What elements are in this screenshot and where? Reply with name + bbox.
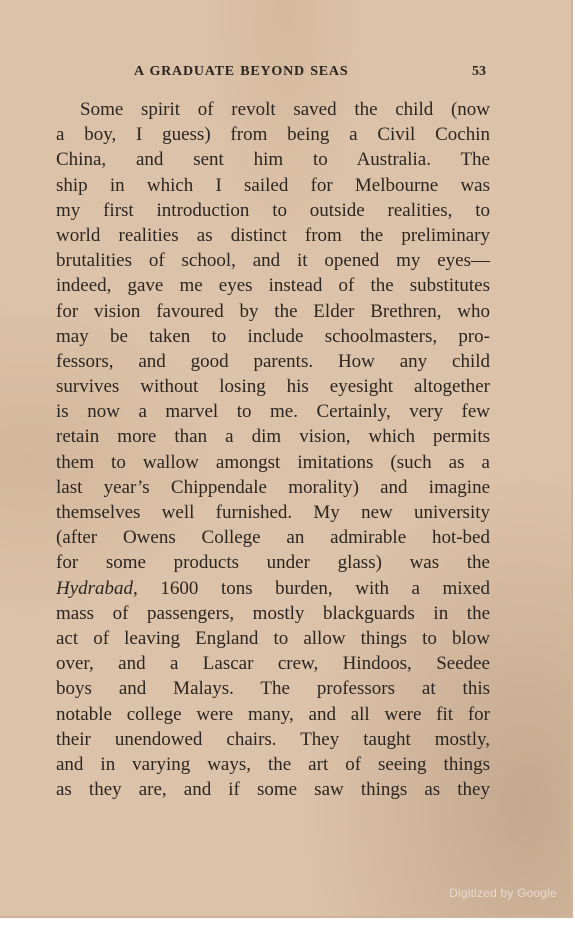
text-line: world realities as distinct from the preliminary [56,224,490,246]
text-line: themselves well furnished. My new university [56,502,490,523]
running-title: A GRADUATE BEYOND SEAS [134,64,349,79]
running-head [134,64,486,86]
text-line: retain more than a dim vision, which permits [56,426,490,448]
text-line: for vision favoured by the Elder Brethren, who [56,300,490,322]
text-line: them to wallow amongst imitations (such as a [56,451,490,473]
text-line: (after Owens College an admirable hot-bed [56,527,490,549]
text-line: survives without losing his eyesight altogether [56,376,490,398]
text-line: may be taken to include schoolmasters, pro- [56,325,490,347]
digitization-watermark: Digitized by Google [449,886,557,900]
text-line: their unendowed chairs. They taught mostly, [56,728,490,750]
text-line: and in varying ways, the art of seeing things [56,753,490,775]
page-number: 53 [472,64,486,79]
text-line: mass of passengers, mostly blackguards in the [56,602,490,624]
text-line-rest: tons burden, with a mixed [220,577,491,599]
text-line: for some products under glass) was the [56,552,490,574]
text-line: is now a marvel to me. Certainly, very few [56,401,490,423]
text-line: boys and Malays. The professors at this [56,678,490,700]
text-line-ship [56,576,490,601]
text-line: brutalities of school, and it opened my eyes— [56,250,490,272]
text-line: as they are, and if some saw things as they [56,779,490,801]
text-line: act of leaving England to allow things to blow [56,627,490,649]
text-line: a boy, I guess) from being a Civil Cochin [56,124,490,146]
text-line: my first introduction to outside realities, to [56,199,490,221]
text-line: indeed, gave me eyes instead of the substitutes [56,275,490,297]
text-line: ship in which I sailed for Melbourne was [56,174,490,196]
body-text [56,97,490,802]
text-line: Some spirit of revolt saved the child (now [80,99,490,120]
text-line: notable college were many, and all were fit for [56,703,490,725]
text-line: last year’s Chippendale morality) and imagine [56,476,490,498]
text-line: China, and sent him to Australia. The [56,149,490,171]
text-line: over, and a Lascar crew, Hindoos, Seedee [56,653,490,675]
text-line: fessors, and good parents. How any child [56,350,490,372]
ship-tonnage: 1600 [160,577,199,599]
ship-name: Hydrabad, [56,577,138,599]
